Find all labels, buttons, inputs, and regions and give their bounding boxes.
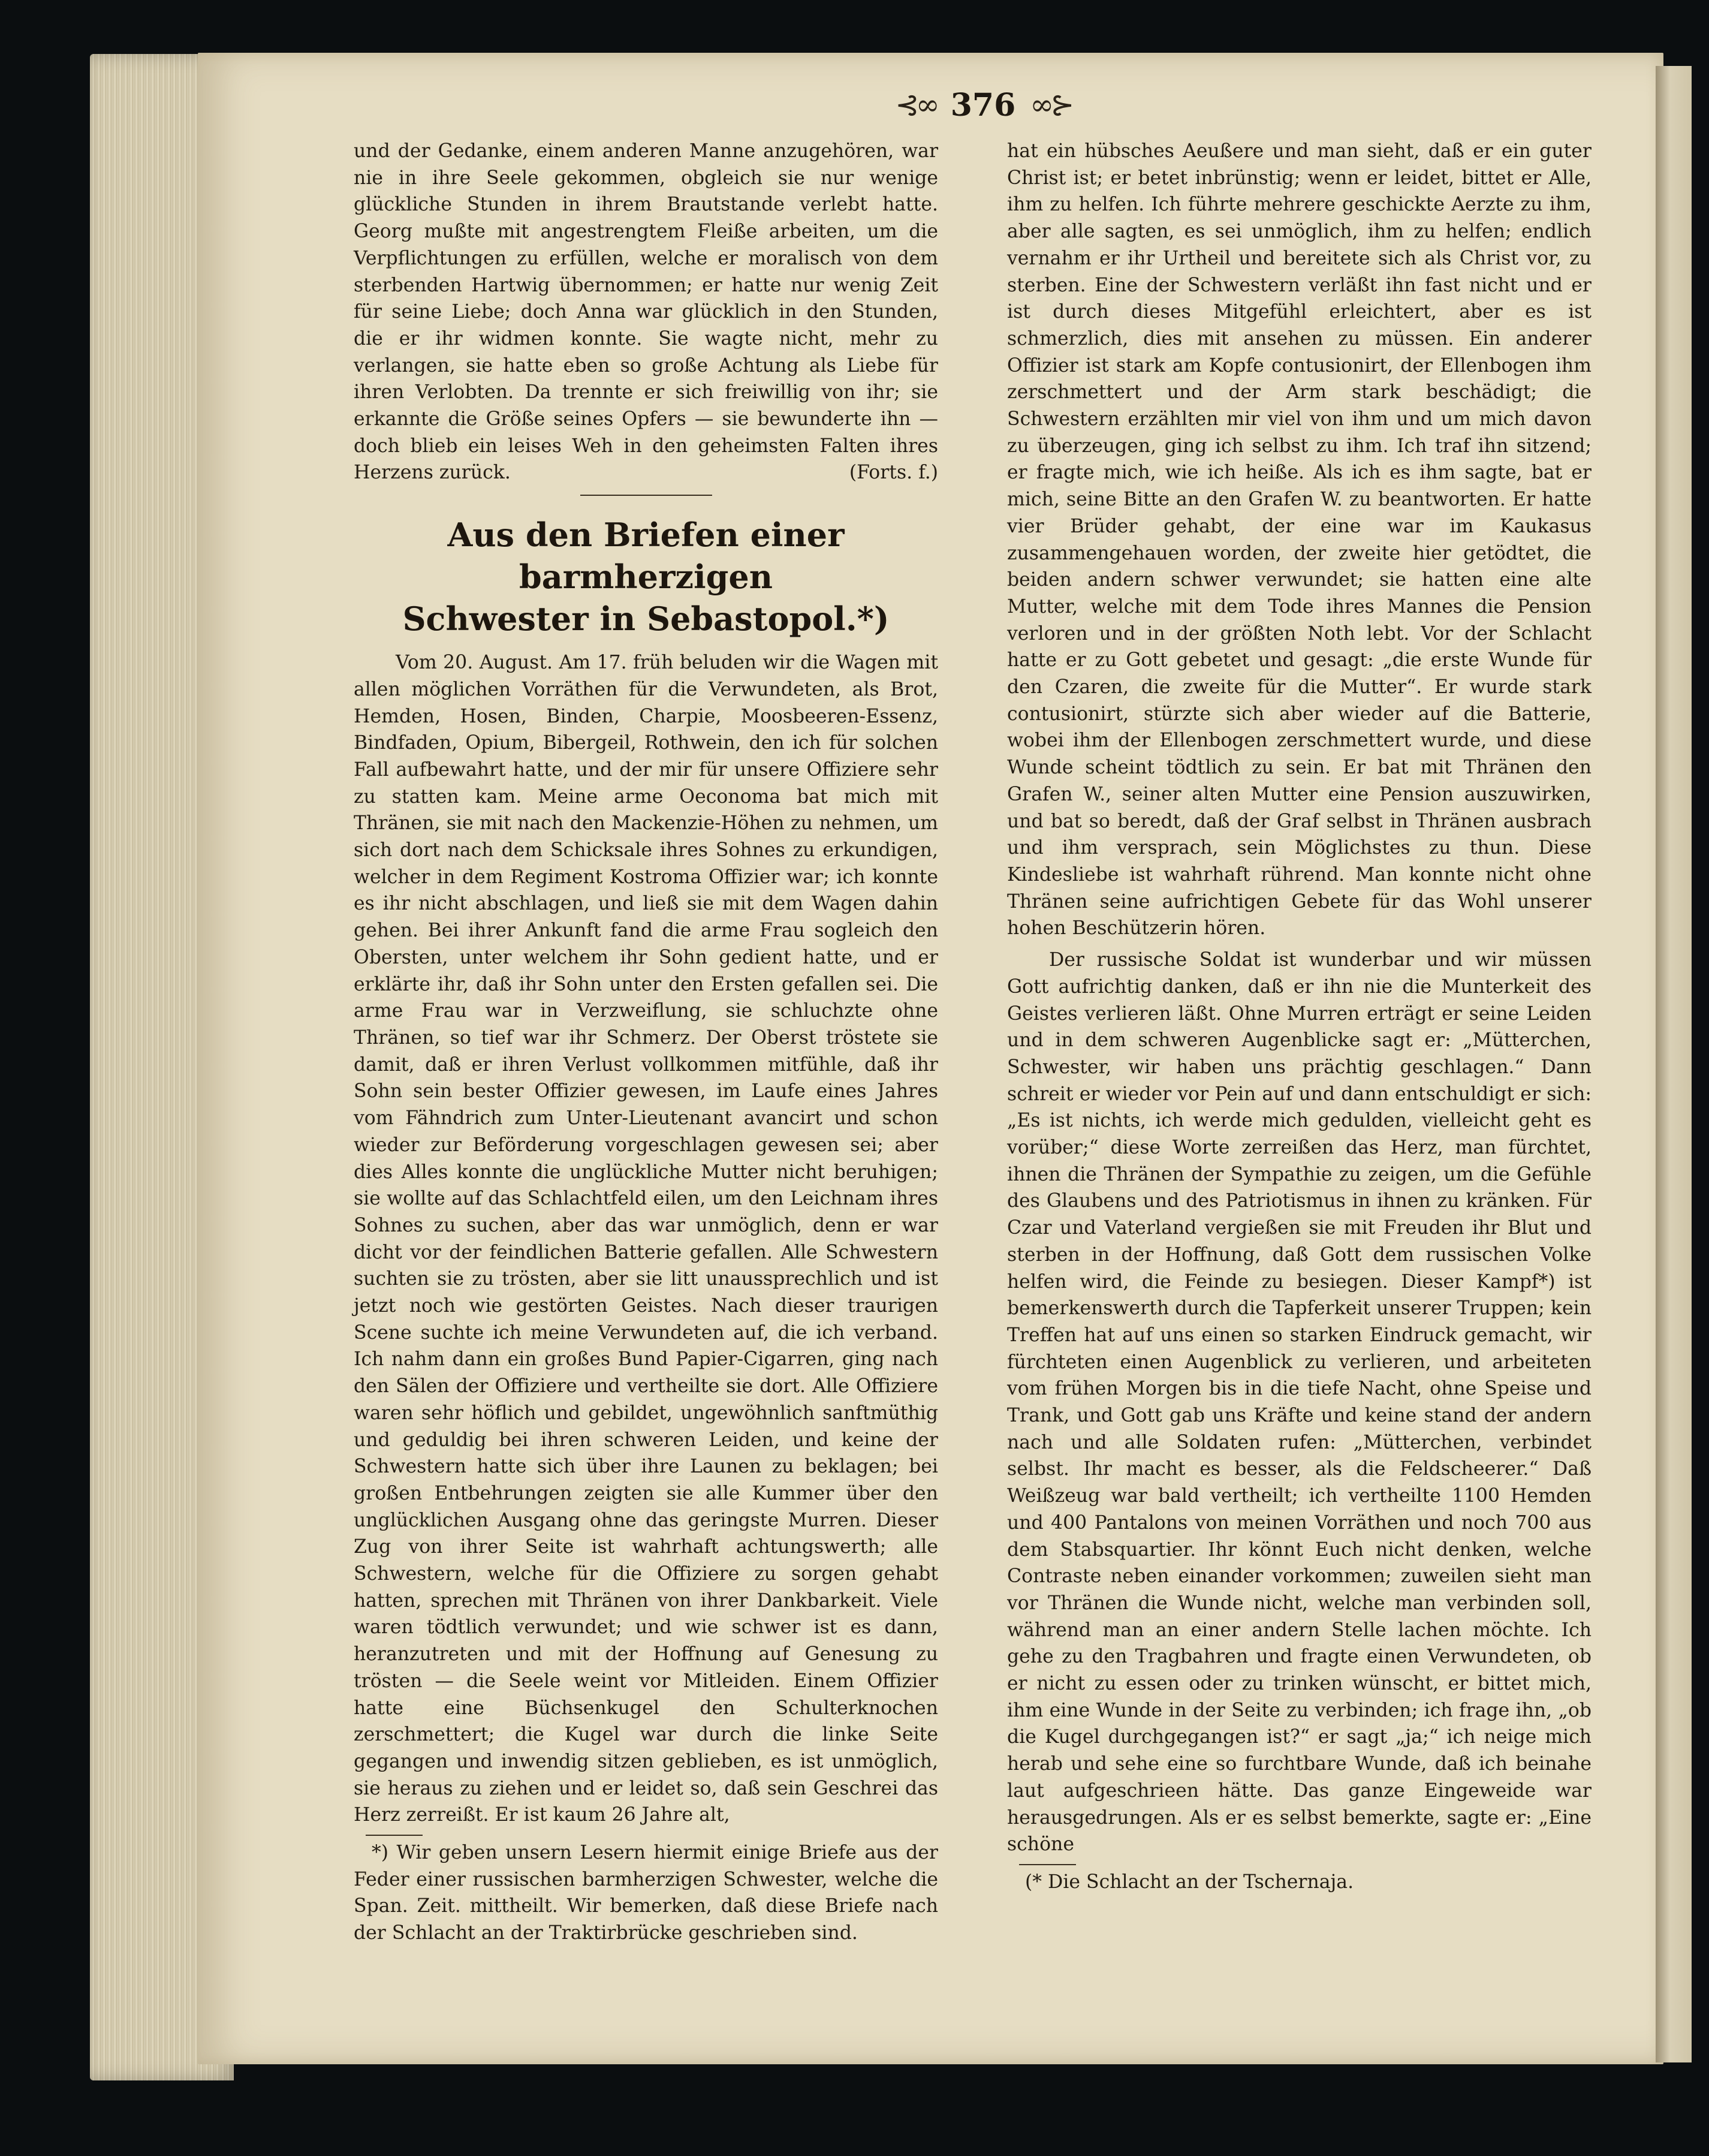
section-divider bbox=[580, 495, 712, 496]
footnote-left: *) Wir geben unsern Lesern hiermit einige Briefe aus der Feder einer russischen barmherzigen Schwester, welche die Span. Zeit. mittheilt. Wir bemerken, daß diese Briefe nach der Schlacht an der Traktirbrücke geschrieben sind. bbox=[354, 1842, 938, 1944]
left-column bbox=[354, 138, 938, 1947]
footnote-right: (* Die Schlacht an der Tschernaja. bbox=[1025, 1871, 1354, 1893]
footnote-divider-right bbox=[1019, 1864, 1076, 1865]
page-number: 376 bbox=[950, 86, 1016, 124]
continued-story-text bbox=[354, 138, 938, 486]
continued-story-body: und der Gedanke, einem anderen Manne anzugehören, war nie in ihre Seele gekommen, obgleich sie nur wenige glückliche Stunden in ihrem Brautstande verlebt hatte. Georg mußte mit angestrengtem Fleiße arbeiten, um die Verpflichtungen zu erfüllen, welche er moralisch von dem sterbenden Hartwig übernommen; er hatte nur wenig Zeit für seine Liebe; doch Anna war glücklich in den Stunden, die er ihr widmen konnte. Sie wagte nicht, mehr zu verlangen, sie hatte eben so große Achtung als Liebe für ihren Verlobten. Da trennte er sich freiwillig von ihr; sie erkannte die Größe seines Opfers — sie bewunderte ihn — doch blieb ein leises Weh in den geheimsten Falten ihres Herzens zurück. bbox=[354, 140, 938, 484]
article-title-line-1: Aus den Briefen einer barmherzigen bbox=[447, 516, 845, 597]
ornament-left-icon: ⊰∞ bbox=[895, 88, 936, 122]
page-header bbox=[839, 78, 1127, 132]
article-title-line-2: Schwester in Sebastopol.*) bbox=[402, 600, 890, 639]
to-be-continued-note: (Forts. f.) bbox=[849, 462, 938, 484]
ornament-right-icon: ∞⊱ bbox=[1030, 88, 1071, 122]
next-page-edge bbox=[1656, 66, 1692, 2062]
right-column bbox=[1007, 138, 1592, 1896]
article-title bbox=[354, 514, 938, 640]
article-body-continued: hat ein hübsches Aeußere und man sieht, daß er ein guter Christ ist; er betet inbrünstig; wenn er leidet, bittet er Alle, ihm zu helfen. Ich führte mehrere geschickte Aerzte zu ihm, aber alle sagten, es sei unmöglich, ihm zu helfen; endlich vernahm er ihr Urtheil und bereitete sich als Christ vor, zu sterben. Eine der Schwestern verläßt ihn fast nicht und er ist durch dieses Mitgefühl erleichtert, aber es ist schmerzlich, dies mit ansehen zu müssen. Ein anderer Offizier ist stark am Kopfe contusionirt, der Ellenbogen ihm zerschmettert und der Arm stark beschädigt; die Schwestern erzählten mir viel von ihm und um mich davon zu überzeugen, ging ich selbst zu ihm. Ich traf ihn sitzend; er fragte mich, wie ich heiße. Als ich es ihm sagte, bat er mich, seine Bitte an den Grafen W. zu beantworten. Er hatte vier Brüder gehabt, der eine war im Kaukasus zusammengehauen worden, der zweite hier getödtet, die beiden andern schwer verwundet; sie hatten eine alte Mutter, welche mit dem Tode ihres Mannes die Pension verloren und in der größten Noth lebt. Vor der Schlacht hatte er zu Gott gebetet und gesagt: „die erste Wunde für den Czaren, die zweite für die Mutter“. Er wurde stark contusionirt, stürzte sich aber wieder auf die Batterie, wobei ihm der Ellenbogen zerschmettert wurde, und diese Wunde scheint tödtlich zu sein. Er bat mit Thränen den Grafen W., seiner alten Mutter eine Pension auszuwirken, und bat so beredt, daß der Graf selbst in Thränen ausbrach und ihm versprach, sein Möglichstes zu thun. Diese Kindesliebe ist wahrhaft rührend. Man konnte nicht ohne Thränen seine aufrichtigen Gebete für das Wohl unserer hohen Beschützerin hören. bbox=[1007, 140, 1592, 940]
footnote-divider bbox=[366, 1835, 423, 1836]
article-body: Vom 20. August. Am 17. früh beluden wir die Wagen mit allen möglichen Vorräthen für die Verwundeten, als Brot, Hemden, Hosen, Binden, Charpie, Moosbeeren-Essenz, Bindfaden, Opium, Bibergeil, Rothwein, den ich für solchen Fall aufbewahrt hatte, und der mir für unsere Offiziere sehr zu statten kam. Meine arme Oeconoma bat mich mit Thränen, sie mit nach den Mackenzie-Höhen zu nehmen, um sich dort nach dem Schicksale ihres Sohnes zu erkundigen, welcher in dem Regiment Kostroma Offizier war; ich konnte es ihr nicht abschlagen, und ließ sie mit dem Wagen dahin gehen. Bei ihrer Ankunft fand die arme Frau sogleich den Obersten, unter welchem ihr Sohn gedient hatte, und er erklärte ihr, daß ihr Sohn unter den Ersten gefallen sei. Die arme Frau war in Verzweiflung, sie schluchzte ohne Thränen, so tief war ihr Schmerz. Der Oberst tröstete sie damit, daß er ihren Verlust vollkommen mitfühle, daß ihr Sohn sein bester Offizier gewesen, im Laufe eines Jahres vom Fähndrich zum Unter-Lieutenant avancirt und schon wieder zur Beförderung vorgeschlagen gewesen sei; aber dies Alles konnte die unglückliche Mutter nicht beruhigen; sie wollte auf das Schlachtfeld eilen, um den Leichnam ihres Sohnes zu suchen, aber das war unmöglich, denn er war dicht vor der feindlichen Batterie gefallen. Alle Schwestern suchten sie zu trösten, aber sie litt unaussprechlich und ist jetzt noch wie gestörten Geistes. Nach dieser traurigen Scene suchte ich meine Verwundeten auf, die ich verband. Ich nahm dann ein großes Bund Papier-Cigarren, ging nach den Sälen der Offiziere und vertheilte sie dort. Alle Offiziere waren sehr höflich und gebildet, ungewöhnlich sanftmüthig und geduldig bei ihren schweren Leiden, und keine der Schwestern hatte sich über ihre Launen zu beklagen; bei großen Entbehrungen zeigten sie alle Kummer über den unglücklichen Ausgang ohne das geringste Murren. Dieser Zug von ihrer Seite ist wahrhaft achtungswerth; alle Schwestern, welche für die Offiziere zu sorgen gehabt hatten, sprechen mit Thränen von ihrer Dankbarkeit. Viele waren tödtlich verwundet; und wie schwer ist es dann, heranzutreten und mit der Hoffnung auf Genesung zu trösten — die Seele weint vor Mitleiden. Einem Offizier hatte eine Büchsenkugel den Schulterknochen zerschmettert; die Kugel war durch die linke Seite gegangen und inwendig sitzen geblieben, es ist unmöglich, sie heraus zu ziehen und er leidet so, daß sein Geschrei das Herz zerreißt. Er ist kaum 26 Jahre alt, bbox=[354, 652, 938, 1826]
article-body-paragraph-2: Der russische Soldat ist wunderbar und wir müssen Gott aufrichtig danken, daß er ihn nie die Munterkeit des Geistes verlieren läßt. Ohne Murren erträgt er seine Leiden und in dem schweren Augenblicke sagt er: „Mütterchen, Schwester, wir haben uns prächtig geschlagen.“ Dann schreit er wieder vor Pein auf und dann entschuldigt er sich: „Es ist nichts, ich werde mich gedulden, vielleicht geht es vorüber;“ diese Worte zerreißen das Herz, man fürchtet, ihnen die Thränen der Sympathie zu zeigen, um die Gefühle des Glaubens und des Patriotismus in ihnen zu kränken. Für Czar und Vaterland vergießen sie mit Freuden ihr Blut und sterben in der Hoffnung, daß Gott dem russischen Volke helfen wird, die Feinde zu besiegen. Dieser Kampf*) ist bemerkenswerth durch die Tapferkeit unserer Truppen; kein Treffen hat auf uns einen so starken Eindruck gemacht, wir fürchteten einen Augenblick zu verlieren, und arbeiteten vom frühen Morgen bis in die tiefe Nacht, ohne Speise und Trank, und Gott gab uns Kräfte und keine stand der andern nach und alle Soldaten rufen: „Mütterchen, verbindet selbst. Ihr macht es besser, als die Feldscheerer.“ Daß Weißzeug war bald vertheilt; ich vertheilte 1100 Hemden und 400 Pantalons von meinen Vorräthen und noch 700 aus dem Stabsquartier. Ihr könnt Euch nicht denken, welche Contraste neben einander vorkommen; zuweilen sieht man vor Thränen die Wunde nicht, welche man verbinden soll, während man an einer andern Stelle lachen möchte. Ich gehe zu den Tragbahren und fragte einen Verwundeten, ob er nicht zu essen oder zu trinken wünscht, er bittet mich, ihm eine Wunde in der Seite zu verbinden; ich frage ihn, „ob die Kugel durchgegangen ist?“ er sagt „ja;“ ich neige mich herab und sehe eine so furchtbare Wunde, daß ich beinahe laut aufgeschrieen hätte. Das ganze Eingeweide war herausgedrungen. Als er es selbst bemerkte, sagte er: „Eine schöne bbox=[1007, 949, 1592, 1856]
